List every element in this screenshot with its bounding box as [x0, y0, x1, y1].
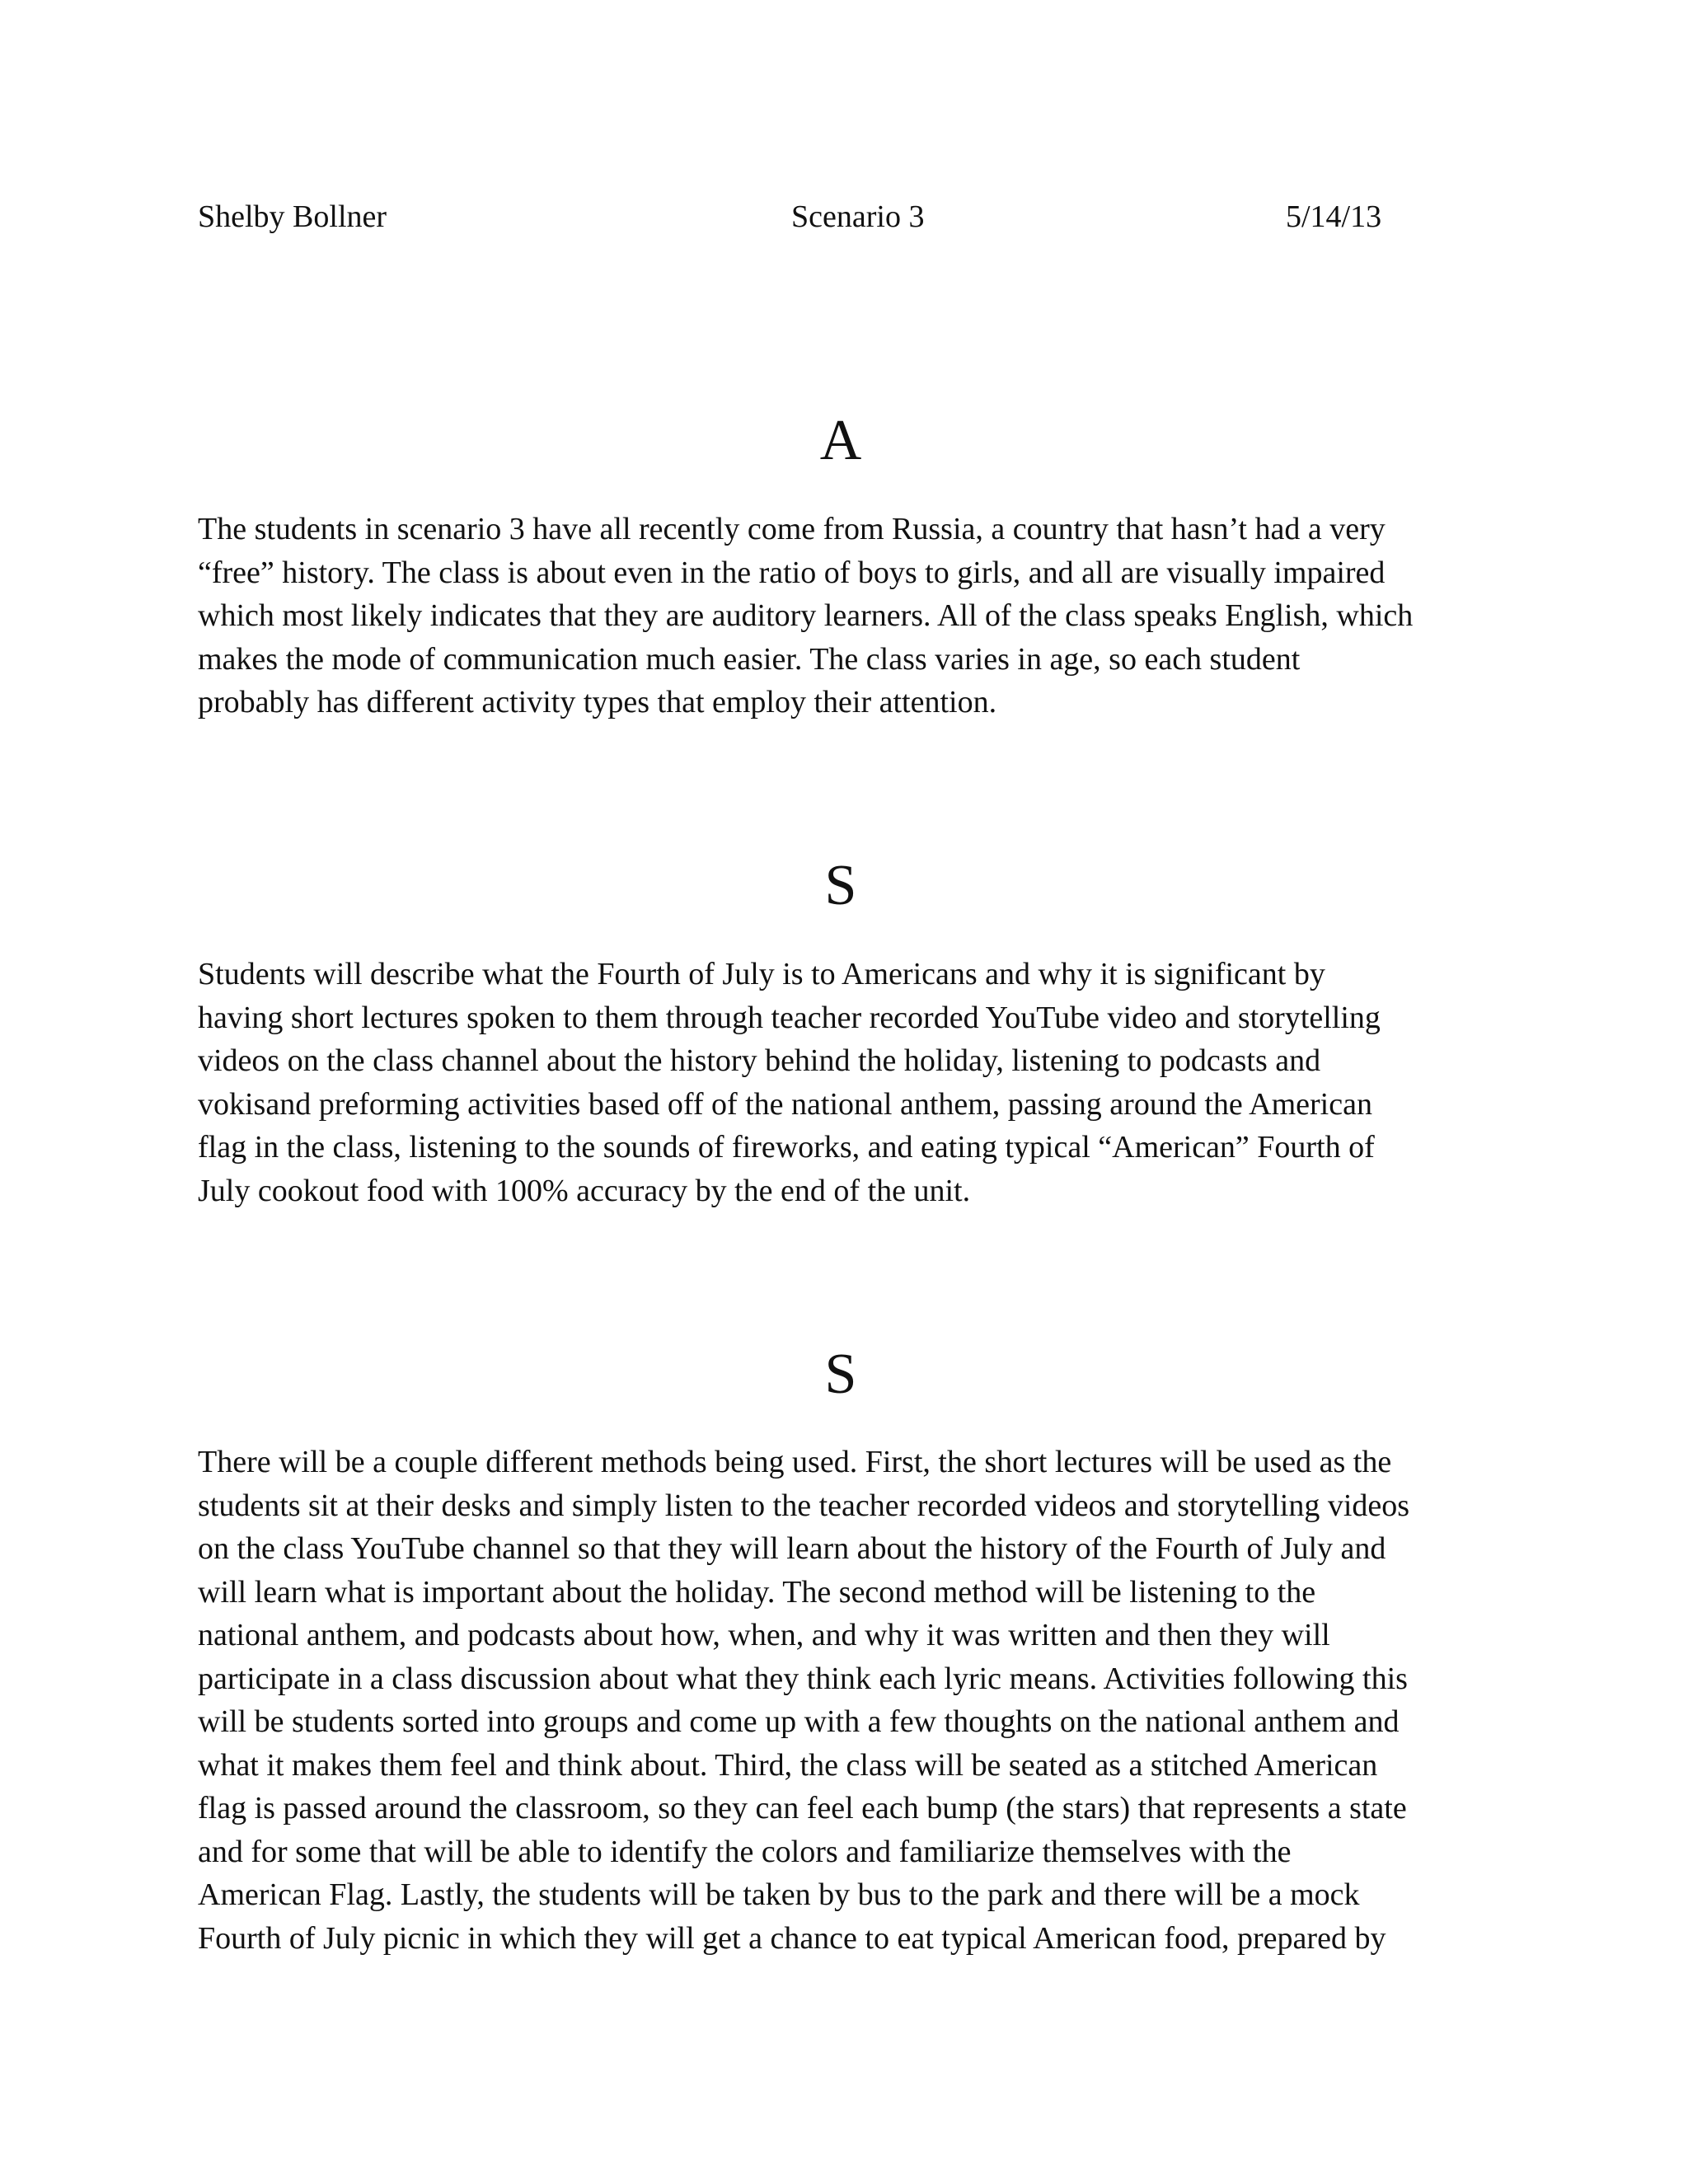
section-heading-s-objective: S: [824, 854, 857, 917]
paragraph-line: “free” history. The class is about even in the ratio of boys to girls, and all are visually impaired: [198, 555, 1386, 590]
document-title: Scenario 3: [791, 199, 925, 234]
paragraph-line: will learn what is important about the holiday. The second method will be listening to the: [198, 1574, 1316, 1610]
paragraph-line: There will be a couple different methods being used. First, the short lectures will be used as the: [198, 1445, 1392, 1479]
paragraph-line: flag is passed around the classroom, so they can feel each bump (the stars) that represents a state: [198, 1791, 1407, 1825]
paragraph-line: students sit at their desks and simply listen to the teacher recorded videos and storytelling videos: [198, 1488, 1410, 1523]
section-paragraph-a: [198, 508, 1500, 724]
paragraph-line: flag in the class, listening to the sounds of fireworks, and eating typical “American” Fourth of: [198, 1130, 1375, 1165]
paragraph-line: videos on the class channel about the history behind the holiday, listening to podcasts and: [198, 1043, 1321, 1078]
section-paragraph-s-strategies: [198, 1441, 1500, 1960]
paragraph-line: Fourth of July picnic in which they will get a chance to eat typical American food, prepared by: [198, 1920, 1386, 1956]
paragraph-line: which most likely indicates that they are auditory learners. All of the class speaks English, which: [198, 598, 1414, 633]
paragraph-line: will be students sorted into groups and come up with a few thoughts on the national anthem and: [198, 1704, 1400, 1739]
document-header: [198, 196, 1492, 237]
paragraph-line: Students will describe what the Fourth of July is to Americans and why it is significant by: [198, 957, 1325, 991]
author-name: Shelby Bollner: [198, 199, 387, 234]
paragraph-line: The students in scenario 3 have all recently come from Russia, a country that hasn’t had a very: [198, 512, 1386, 546]
paragraph-line: what it makes them feel and think about. Third, the class will be seated as a stitched American: [198, 1747, 1378, 1783]
paragraph-line: vokisand preforming activities based off of the national anthem, passing around the American: [198, 1086, 1372, 1122]
paragraph-line: on the class YouTube channel so that they will learn about the history of the Fourth of July and: [198, 1531, 1386, 1566]
paragraph-line: participate in a class discussion about what they think each lyric means. Activities following this: [198, 1661, 1408, 1696]
paragraph-line: probably has different activity types that employ their attention.: [198, 685, 997, 719]
paragraph-line: national anthem, and podcasts about how, when, and why it was written and then they will: [198, 1618, 1330, 1652]
paragraph-line: and for some that will be able to identify the colors and familiarize themselves with the: [198, 1834, 1292, 1869]
paragraph-line: having short lectures spoken to them through teacher recorded YouTube video and storytelling: [198, 1000, 1381, 1035]
section-paragraph-s-objective: [198, 953, 1500, 1212]
document-date: 5/14/13: [1286, 199, 1382, 234]
paragraph-line: makes the mode of communication much easier. The class varies in age, so each student: [198, 641, 1301, 677]
section-heading-a: A: [819, 409, 862, 472]
section-heading-s-strategies: S: [824, 1343, 857, 1406]
paragraph-line: July cookout food with 100% accuracy by the end of the unit.: [198, 1173, 971, 1208]
paragraph-line: American Flag. Lastly, the students will be taken by bus to the park and there will be a mock: [198, 1877, 1360, 1912]
